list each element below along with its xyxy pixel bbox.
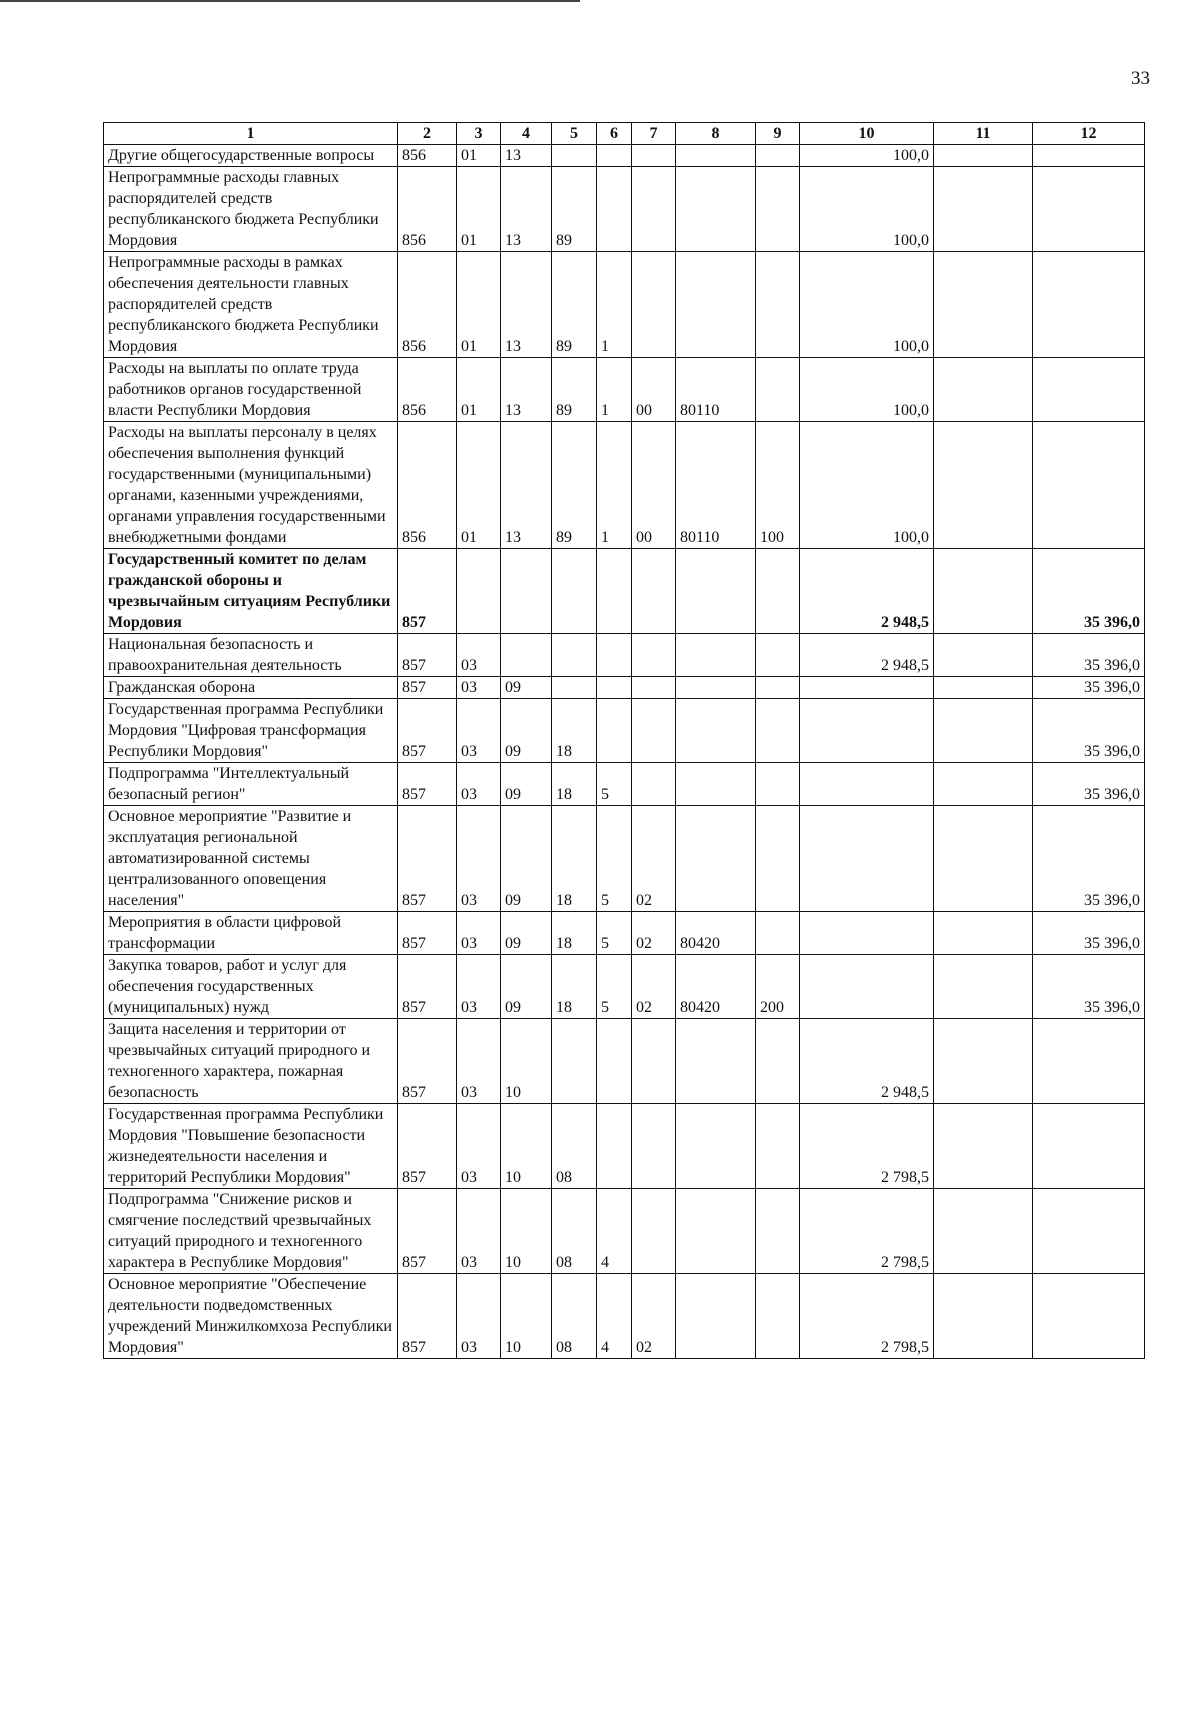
amount-col-10 bbox=[800, 955, 934, 1019]
item-name: Непрограммные расходы в рамках обеспечения деятельности главных распорядителей средств республиканского бюджета Республики Мордовия bbox=[104, 252, 398, 358]
subsection-code: 13 bbox=[501, 422, 552, 549]
amount-col-11 bbox=[934, 806, 1033, 912]
column-header: 10 bbox=[800, 123, 934, 145]
amount-col-12: 35 396,0 bbox=[1033, 763, 1145, 806]
expense-type-code bbox=[756, 549, 800, 634]
ministry-code: 857 bbox=[398, 677, 457, 699]
direction-code bbox=[676, 677, 756, 699]
table-row bbox=[104, 763, 1145, 806]
amount-col-11 bbox=[934, 549, 1033, 634]
item-name: Защита населения и территории от чрезвычайных ситуаций природного и техногенного характера, пожарная безопасность bbox=[104, 1019, 398, 1104]
expense-type-code bbox=[756, 1104, 800, 1189]
program-code: 89 bbox=[552, 167, 597, 252]
main-activity-code: 02 bbox=[632, 912, 676, 955]
direction-code bbox=[676, 806, 756, 912]
amount-col-11 bbox=[934, 358, 1033, 422]
amount-col-10 bbox=[800, 677, 934, 699]
item-name: Расходы на выплаты персоналу в целях обеспечения выполнения функций государственными (муниципальными) органами, казенными учреждениями, органами управления государственными внебюджетными фондами bbox=[104, 422, 398, 549]
direction-code: 80420 bbox=[676, 955, 756, 1019]
item-name: Национальная безопасность и правоохранительная деятельность bbox=[104, 634, 398, 677]
amount-col-10 bbox=[800, 806, 934, 912]
amount-col-12: 35 396,0 bbox=[1033, 677, 1145, 699]
expense-type-code bbox=[756, 763, 800, 806]
amount-col-11 bbox=[934, 145, 1033, 167]
program-code bbox=[552, 549, 597, 634]
expense-type-code bbox=[756, 699, 800, 763]
subprogram-code: 5 bbox=[597, 763, 632, 806]
program-code bbox=[552, 677, 597, 699]
expense-type-code bbox=[756, 1274, 800, 1359]
column-header: 2 bbox=[398, 123, 457, 145]
direction-code bbox=[676, 699, 756, 763]
ministry-code: 857 bbox=[398, 1274, 457, 1359]
section-code: 03 bbox=[457, 1104, 501, 1189]
subprogram-code: 1 bbox=[597, 422, 632, 549]
amount-col-10: 2 798,5 bbox=[800, 1274, 934, 1359]
table-row bbox=[104, 699, 1145, 763]
table-row bbox=[104, 677, 1145, 699]
page-number: 33 bbox=[1131, 68, 1150, 89]
ministry-code: 856 bbox=[398, 145, 457, 167]
main-activity-code bbox=[632, 634, 676, 677]
section-code bbox=[457, 549, 501, 634]
table-row bbox=[104, 1189, 1145, 1274]
item-name: Государственная программа Республики Мордовия "Цифровая трансформация Республики Мордовия" bbox=[104, 699, 398, 763]
amount-col-12: 35 396,0 bbox=[1033, 806, 1145, 912]
expense-type-code bbox=[756, 1019, 800, 1104]
subprogram-code: 5 bbox=[597, 912, 632, 955]
ministry-code: 857 bbox=[398, 912, 457, 955]
table-body bbox=[104, 145, 1145, 1359]
amount-col-10: 100,0 bbox=[800, 167, 934, 252]
subprogram-code bbox=[597, 677, 632, 699]
program-code bbox=[552, 145, 597, 167]
item-name: Мероприятия в области цифровой трансформации bbox=[104, 912, 398, 955]
table-row bbox=[104, 1019, 1145, 1104]
subprogram-code bbox=[597, 167, 632, 252]
subsection-code: 13 bbox=[501, 252, 552, 358]
amount-col-12 bbox=[1033, 358, 1145, 422]
main-activity-code: 02 bbox=[632, 806, 676, 912]
program-code: 18 bbox=[552, 912, 597, 955]
table-row bbox=[104, 422, 1145, 549]
program-code: 89 bbox=[552, 358, 597, 422]
ministry-code: 856 bbox=[398, 422, 457, 549]
amount-col-11 bbox=[934, 699, 1033, 763]
amount-col-12 bbox=[1033, 422, 1145, 549]
amount-col-12 bbox=[1033, 1019, 1145, 1104]
direction-code: 80110 bbox=[676, 422, 756, 549]
table-row bbox=[104, 549, 1145, 634]
ministry-code: 857 bbox=[398, 806, 457, 912]
item-name: Основное мероприятие "Обеспечение деятельности подведомственных учреждений Минжилкомхоза Республики Мордовия" bbox=[104, 1274, 398, 1359]
section-code: 01 bbox=[457, 167, 501, 252]
expense-type-code bbox=[756, 358, 800, 422]
subprogram-code: 5 bbox=[597, 955, 632, 1019]
program-code: 18 bbox=[552, 955, 597, 1019]
section-code: 03 bbox=[457, 763, 501, 806]
expense-type-code bbox=[756, 912, 800, 955]
program-code: 89 bbox=[552, 252, 597, 358]
subsection-code: 10 bbox=[501, 1189, 552, 1274]
section-code: 03 bbox=[457, 677, 501, 699]
table-row bbox=[104, 634, 1145, 677]
subprogram-code bbox=[597, 699, 632, 763]
subsection-code: 09 bbox=[501, 763, 552, 806]
main-activity-code: 00 bbox=[632, 422, 676, 549]
item-name: Непрограммные расходы главных распорядителей средств республиканского бюджета Республики Мордовия bbox=[104, 167, 398, 252]
main-activity-code: 02 bbox=[632, 1274, 676, 1359]
item-name: Гражданская оборона bbox=[104, 677, 398, 699]
expense-type-code bbox=[756, 145, 800, 167]
table-row bbox=[104, 806, 1145, 912]
amount-col-12 bbox=[1033, 145, 1145, 167]
table-row bbox=[104, 955, 1145, 1019]
section-code: 01 bbox=[457, 145, 501, 167]
amount-col-12 bbox=[1033, 1104, 1145, 1189]
column-header: 6 bbox=[597, 123, 632, 145]
expense-type-code: 200 bbox=[756, 955, 800, 1019]
amount-col-12 bbox=[1033, 167, 1145, 252]
subsection-code: 10 bbox=[501, 1274, 552, 1359]
subsection-code: 09 bbox=[501, 912, 552, 955]
subsection-code bbox=[501, 634, 552, 677]
amount-col-12 bbox=[1033, 1274, 1145, 1359]
amount-col-10: 2 948,5 bbox=[800, 549, 934, 634]
column-header: 12 bbox=[1033, 123, 1145, 145]
amount-col-12 bbox=[1033, 1189, 1145, 1274]
main-activity-code: 02 bbox=[632, 955, 676, 1019]
direction-code: 80420 bbox=[676, 912, 756, 955]
item-name: Другие общегосударственные вопросы bbox=[104, 145, 398, 167]
direction-code bbox=[676, 167, 756, 252]
scan-edge-line bbox=[0, 0, 580, 2]
section-code: 03 bbox=[457, 955, 501, 1019]
table-row bbox=[104, 912, 1145, 955]
direction-code bbox=[676, 145, 756, 167]
section-code: 03 bbox=[457, 699, 501, 763]
subsection-code: 09 bbox=[501, 955, 552, 1019]
subsection-code: 13 bbox=[501, 145, 552, 167]
ministry-code: 857 bbox=[398, 634, 457, 677]
subsection-code: 13 bbox=[501, 167, 552, 252]
amount-col-10: 2 948,5 bbox=[800, 1019, 934, 1104]
subprogram-code bbox=[597, 145, 632, 167]
item-name: Подпрограмма "Снижение рисков и смягчение последствий чрезвычайных ситуаций природного и техногенного характера в Республике Мордовия" bbox=[104, 1189, 398, 1274]
ministry-code: 857 bbox=[398, 1104, 457, 1189]
amount-col-11 bbox=[934, 1019, 1033, 1104]
program-code: 08 bbox=[552, 1274, 597, 1359]
section-code: 03 bbox=[457, 1019, 501, 1104]
program-code: 08 bbox=[552, 1189, 597, 1274]
amount-col-10 bbox=[800, 763, 934, 806]
amount-col-10: 100,0 bbox=[800, 358, 934, 422]
section-code: 01 bbox=[457, 252, 501, 358]
amount-col-10: 2 948,5 bbox=[800, 634, 934, 677]
program-code: 89 bbox=[552, 422, 597, 549]
amount-col-10: 2 798,5 bbox=[800, 1104, 934, 1189]
amount-col-11 bbox=[934, 1274, 1033, 1359]
direction-code bbox=[676, 549, 756, 634]
amount-col-11 bbox=[934, 763, 1033, 806]
budget-table bbox=[103, 122, 1145, 1359]
subprogram-code bbox=[597, 634, 632, 677]
subsection-code bbox=[501, 549, 552, 634]
item-name: Основное мероприятие "Развитие и эксплуатация региональной автоматизированной системы централизованного оповещения населения" bbox=[104, 806, 398, 912]
amount-col-12: 35 396,0 bbox=[1033, 699, 1145, 763]
main-activity-code bbox=[632, 145, 676, 167]
amount-col-12: 35 396,0 bbox=[1033, 549, 1145, 634]
main-activity-code bbox=[632, 677, 676, 699]
expense-type-code bbox=[756, 806, 800, 912]
subprogram-code bbox=[597, 1019, 632, 1104]
amount-col-12: 35 396,0 bbox=[1033, 634, 1145, 677]
column-header: 5 bbox=[552, 123, 597, 145]
amount-col-10: 100,0 bbox=[800, 422, 934, 549]
table-row bbox=[104, 252, 1145, 358]
column-header: 1 bbox=[104, 123, 398, 145]
column-header: 11 bbox=[934, 123, 1033, 145]
column-header: 4 bbox=[501, 123, 552, 145]
table-row bbox=[104, 1274, 1145, 1359]
expense-type-code bbox=[756, 252, 800, 358]
table-row bbox=[104, 167, 1145, 252]
subprogram-code bbox=[597, 549, 632, 634]
amount-col-11 bbox=[934, 1189, 1033, 1274]
table-header-row bbox=[104, 123, 1145, 145]
program-code bbox=[552, 1019, 597, 1104]
main-activity-code bbox=[632, 549, 676, 634]
subprogram-code: 1 bbox=[597, 252, 632, 358]
ministry-code: 856 bbox=[398, 252, 457, 358]
section-code: 03 bbox=[457, 634, 501, 677]
expense-type-code bbox=[756, 677, 800, 699]
section-code: 03 bbox=[457, 1189, 501, 1274]
table-row bbox=[104, 1104, 1145, 1189]
column-header: 3 bbox=[457, 123, 501, 145]
main-activity-code bbox=[632, 699, 676, 763]
subsection-code: 13 bbox=[501, 358, 552, 422]
main-activity-code bbox=[632, 1019, 676, 1104]
column-header: 9 bbox=[756, 123, 800, 145]
subprogram-code: 5 bbox=[597, 806, 632, 912]
amount-col-11 bbox=[934, 422, 1033, 549]
subsection-code: 09 bbox=[501, 806, 552, 912]
subprogram-code bbox=[597, 1104, 632, 1189]
direction-code: 80110 bbox=[676, 358, 756, 422]
table-row bbox=[104, 145, 1145, 167]
direction-code bbox=[676, 1104, 756, 1189]
ministry-code: 857 bbox=[398, 763, 457, 806]
expense-type-code bbox=[756, 634, 800, 677]
program-code: 18 bbox=[552, 806, 597, 912]
expense-type-code bbox=[756, 1189, 800, 1274]
subsection-code: 09 bbox=[501, 699, 552, 763]
subprogram-code: 4 bbox=[597, 1274, 632, 1359]
ministry-code: 856 bbox=[398, 167, 457, 252]
section-code: 03 bbox=[457, 1274, 501, 1359]
ministry-code: 856 bbox=[398, 358, 457, 422]
ministry-code: 857 bbox=[398, 549, 457, 634]
amount-col-11 bbox=[934, 634, 1033, 677]
program-code bbox=[552, 634, 597, 677]
item-name: Государственная программа Республики Мордовия "Повышение безопасности жизнедеятельности населения и территорий Республики Мордовия" bbox=[104, 1104, 398, 1189]
amount-col-12 bbox=[1033, 252, 1145, 358]
program-code: 18 bbox=[552, 763, 597, 806]
ministry-code: 857 bbox=[398, 1189, 457, 1274]
amount-col-10: 2 798,5 bbox=[800, 1189, 934, 1274]
section-code: 01 bbox=[457, 422, 501, 549]
ministry-code: 857 bbox=[398, 699, 457, 763]
subsection-code: 10 bbox=[501, 1104, 552, 1189]
column-header: 8 bbox=[676, 123, 756, 145]
ministry-code: 857 bbox=[398, 955, 457, 1019]
subsection-code: 10 bbox=[501, 1019, 552, 1104]
expense-type-code: 100 bbox=[756, 422, 800, 549]
column-header: 7 bbox=[632, 123, 676, 145]
direction-code bbox=[676, 1019, 756, 1104]
amount-col-11 bbox=[934, 677, 1033, 699]
main-activity-code bbox=[632, 1104, 676, 1189]
item-name: Государственный комитет по делам гражданской обороны и чрезвычайным ситуациям Республики Мордовия bbox=[104, 549, 398, 634]
amount-col-12: 35 396,0 bbox=[1033, 912, 1145, 955]
main-activity-code bbox=[632, 763, 676, 806]
amount-col-12: 35 396,0 bbox=[1033, 955, 1145, 1019]
item-name: Подпрограмма "Интеллектуальный безопасный регион" bbox=[104, 763, 398, 806]
main-activity-code bbox=[632, 167, 676, 252]
table-row bbox=[104, 358, 1145, 422]
amount-col-11 bbox=[934, 955, 1033, 1019]
amount-col-11 bbox=[934, 1104, 1033, 1189]
amount-col-11 bbox=[934, 252, 1033, 358]
item-name: Закупка товаров, работ и услуг для обеспечения государственных (муниципальных) нужд bbox=[104, 955, 398, 1019]
amount-col-11 bbox=[934, 912, 1033, 955]
main-activity-code bbox=[632, 252, 676, 358]
expense-type-code bbox=[756, 167, 800, 252]
direction-code bbox=[676, 252, 756, 358]
direction-code bbox=[676, 1189, 756, 1274]
amount-col-10: 100,0 bbox=[800, 252, 934, 358]
section-code: 01 bbox=[457, 358, 501, 422]
ministry-code: 857 bbox=[398, 1019, 457, 1104]
subsection-code: 09 bbox=[501, 677, 552, 699]
subprogram-code: 4 bbox=[597, 1189, 632, 1274]
subprogram-code: 1 bbox=[597, 358, 632, 422]
program-code: 18 bbox=[552, 699, 597, 763]
main-activity-code: 00 bbox=[632, 358, 676, 422]
amount-col-10 bbox=[800, 912, 934, 955]
amount-col-10 bbox=[800, 699, 934, 763]
main-activity-code bbox=[632, 1189, 676, 1274]
direction-code bbox=[676, 763, 756, 806]
amount-col-10: 100,0 bbox=[800, 145, 934, 167]
item-name: Расходы на выплаты по оплате труда работников органов государственной власти Республики Мордовия bbox=[104, 358, 398, 422]
section-code: 03 bbox=[457, 806, 501, 912]
direction-code bbox=[676, 1274, 756, 1359]
section-code: 03 bbox=[457, 912, 501, 955]
direction-code bbox=[676, 634, 756, 677]
amount-col-11 bbox=[934, 167, 1033, 252]
program-code: 08 bbox=[552, 1104, 597, 1189]
